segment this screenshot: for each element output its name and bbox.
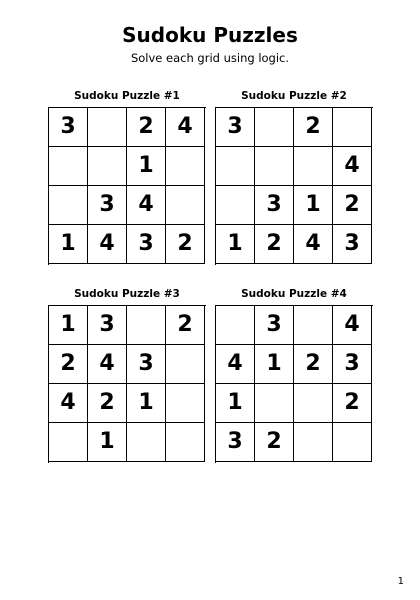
sudoku-cell-r2-c2: 1 [255, 345, 294, 384]
puzzle-title: Sudoku Puzzle #2 [241, 90, 347, 102]
sudoku-cell-r4-c1: 1 [49, 225, 88, 264]
sudoku-puzzle-4 [215, 287, 373, 463]
sudoku-cell-r1-c3 [127, 306, 166, 345]
sudoku-cell-r4-c4: 2 [166, 225, 205, 264]
sudoku-cell-r4-c1: 3 [216, 423, 255, 462]
sudoku-cell-r1-c3: 2 [127, 108, 166, 147]
sudoku-cell-r3-c3: 4 [127, 186, 166, 225]
sudoku-cell-r2-c4: 4 [333, 147, 372, 186]
sudoku-cell-r2-c2 [255, 147, 294, 186]
sudoku-cell-r3-c4: 2 [333, 186, 372, 225]
sudoku-cell-r2-c4 [166, 147, 205, 186]
sudoku-cell-r4-c4: 3 [333, 225, 372, 264]
sudoku-cell-r1-c1 [216, 306, 255, 345]
sudoku-cell-r1-c1: 3 [49, 108, 88, 147]
page-subtitle: Solve each grid using logic. [130, 51, 290, 65]
sudoku-puzzle-3 [48, 287, 206, 463]
sudoku-cell-r4-c3: 3 [127, 225, 166, 264]
sudoku-grid [215, 305, 373, 463]
sudoku-cell-r1-c2: 3 [255, 306, 294, 345]
sudoku-cell-r2-c1 [216, 147, 255, 186]
sudoku-cell-r2-c4 [166, 345, 205, 384]
sudoku-cell-r4-c2: 2 [255, 423, 294, 462]
sudoku-cell-r4-c2: 1 [88, 423, 127, 462]
sudoku-grid [48, 107, 206, 265]
sudoku-cell-r1-c2 [255, 108, 294, 147]
sudoku-cell-r4-c2: 2 [255, 225, 294, 264]
sudoku-cell-r2-c3: 2 [294, 345, 333, 384]
sudoku-cell-r3-c4 [166, 384, 205, 423]
sudoku-cell-r1-c1: 1 [49, 306, 88, 345]
sudoku-cell-r1-c2: 3 [88, 306, 127, 345]
sudoku-cell-r2-c2: 4 [88, 345, 127, 384]
sudoku-puzzle-2 [215, 89, 373, 265]
sudoku-cell-r1-c4: 2 [166, 306, 205, 345]
sudoku-cell-r3-c4 [166, 186, 205, 225]
sudoku-cell-r3-c2: 2 [88, 384, 127, 423]
sudoku-cell-r4-c3: 4 [294, 225, 333, 264]
sudoku-cell-r4-c4 [166, 423, 205, 462]
sudoku-cell-r1-c3: 2 [294, 108, 333, 147]
sudoku-cell-r4-c1: 1 [216, 225, 255, 264]
sudoku-cell-r2-c4: 3 [333, 345, 372, 384]
sudoku-cell-r3-c3: 1 [127, 384, 166, 423]
sudoku-cell-r3-c4: 2 [333, 384, 372, 423]
sudoku-cell-r2-c3 [294, 147, 333, 186]
sudoku-cell-r4-c3 [294, 423, 333, 462]
sudoku-cell-r4-c1 [49, 423, 88, 462]
puzzle-title: Sudoku Puzzle #4 [241, 288, 347, 300]
sudoku-cell-r3-c1 [216, 186, 255, 225]
sudoku-cell-r3-c1: 1 [216, 384, 255, 423]
sudoku-cell-r1-c4: 4 [333, 306, 372, 345]
sudoku-cell-r2-c1: 2 [49, 345, 88, 384]
sudoku-cell-r2-c3: 3 [127, 345, 166, 384]
sudoku-cell-r1-c1: 3 [216, 108, 255, 147]
page-number: 1 [397, 576, 404, 587]
sudoku-cell-r1-c4: 4 [166, 108, 205, 147]
sudoku-cell-r2-c1: 4 [216, 345, 255, 384]
sudoku-cell-r3-c1 [49, 186, 88, 225]
sudoku-cell-r3-c2 [255, 384, 294, 423]
sudoku-cell-r3-c2: 3 [255, 186, 294, 225]
sudoku-cell-r3-c3: 1 [294, 186, 333, 225]
sudoku-cell-r4-c4 [333, 423, 372, 462]
sudoku-cell-r4-c2: 4 [88, 225, 127, 264]
sudoku-cell-r2-c3: 1 [127, 147, 166, 186]
sudoku-cell-r3-c3 [294, 384, 333, 423]
puzzle-title: Sudoku Puzzle #1 [74, 90, 180, 102]
sudoku-grid [48, 305, 206, 463]
sudoku-cell-r4-c3 [127, 423, 166, 462]
puzzle-title: Sudoku Puzzle #3 [74, 288, 180, 300]
page-title: Sudoku Puzzles [122, 23, 298, 47]
sudoku-puzzle-1 [48, 89, 206, 265]
sudoku-cell-r3-c1: 4 [49, 384, 88, 423]
sudoku-cell-r1-c3 [294, 306, 333, 345]
sudoku-cell-r3-c2: 3 [88, 186, 127, 225]
sudoku-grid [215, 107, 373, 265]
sudoku-cell-r1-c2 [88, 108, 127, 147]
sudoku-cell-r2-c2 [88, 147, 127, 186]
sudoku-cell-r2-c1 [49, 147, 88, 186]
sudoku-cell-r1-c4 [333, 108, 372, 147]
